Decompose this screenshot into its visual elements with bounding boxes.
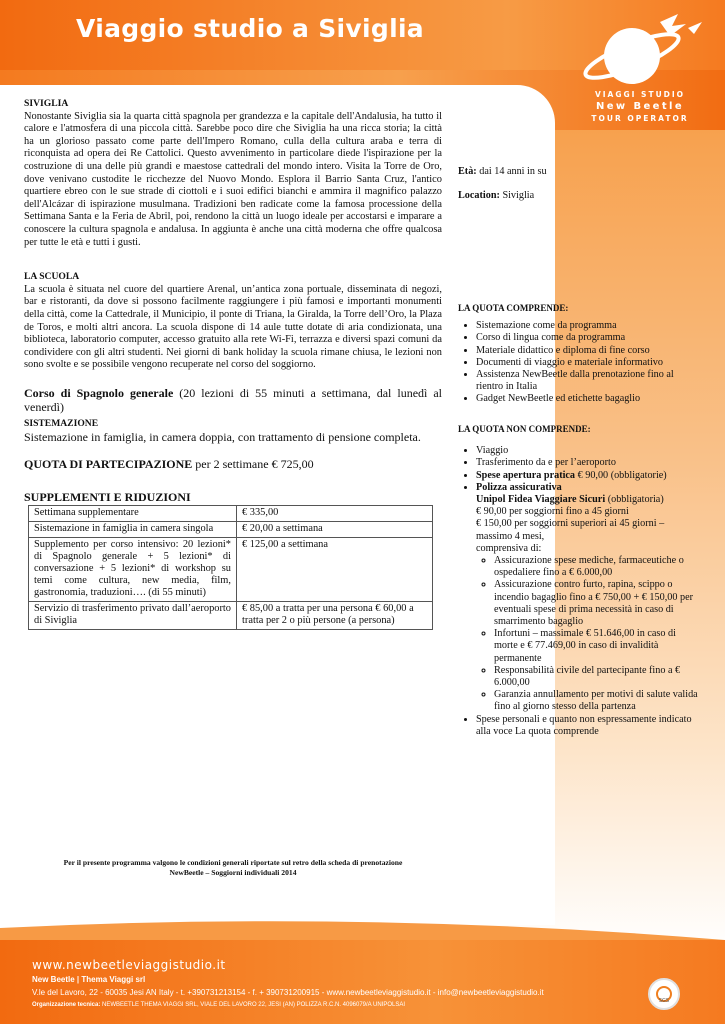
location-label: Location: [458, 190, 500, 201]
footer-organization [32, 1002, 405, 1008]
beetle-logo-icon [560, 8, 720, 88]
insurance-name: Unipol Fidea Viaggiare Sicuri [476, 494, 606, 506]
list-item: ◦ Responsabilità civile del partecipante fino a € 6.000,00 [494, 665, 698, 689]
opening-fee-label: Spese apertura pratica [476, 469, 576, 481]
list-item: • Sistemazione come da programma [476, 320, 698, 332]
main-content [24, 98, 442, 630]
conditions-line-1: Per il presente programma valgono le condizioni generali riportate sul retro della scheda di prenotazione [63, 858, 403, 867]
org-text: NEWBEETLE THEMA VIAGGI SRL, VIALE DEL LAVORO 22, JESI (AN) POLIZZA R.C.N. 4096079/A UNIPOLSAI [100, 1002, 406, 1008]
brand-block [565, 90, 715, 123]
list-item [476, 482, 698, 714]
footer-website[interactable]: www.newbeetleviaggistudio.it [32, 958, 226, 972]
list-item: • Corso di lingua come da programma [476, 332, 698, 344]
intro-title: SIVIGLIA [24, 98, 69, 109]
quota-label: QUOTA DI PARTECIPAZIONE [24, 457, 193, 472]
list-item: ◦ Infortuni – massimale € 51.646,00 in caso di morte e € 77.469,00 in caso di invalidità permanente [494, 628, 698, 665]
supplement-price: € 335,00 [237, 505, 433, 521]
footer-company: New Beetle | Thema Viaggi srl [32, 975, 146, 984]
list-item: • Spese personali e quanto non espressamente indicato alla voce La quota comprende [476, 714, 698, 738]
list-item: ◦ Assicurazione spese mediche, farmaceutiche o ospedaliere fino a € 6.000,00 [494, 555, 698, 579]
excludes-list [458, 445, 698, 738]
supplements-title: SUPPLEMENTI E RIDUZIONI [24, 490, 191, 505]
opening-fee-value: € 90,00 (obbligatorie) [575, 469, 667, 481]
includes-section [458, 302, 698, 406]
insurance-price-2: € 150,00 per soggiorni superiori ai 45 giorni – massimo 4 mesi, [476, 518, 665, 542]
supplement-price: € 125,00 a settimana [237, 537, 433, 601]
course-detail: (20 lezioni di 55 minuti a settimana, dal lunedì al venerdì) [24, 385, 442, 414]
insurance-includes: comprensiva di: [476, 542, 542, 554]
supplement-item: Sistemazione in famiglia in camera singola [29, 521, 237, 537]
list-item: • Trasferimento da e per l’aeroporto [476, 457, 698, 469]
accommodation-title: SISTEMAZIONE [24, 417, 99, 429]
conditions-line-2: NewBeetle – Soggiorni individuali 2014 [169, 868, 297, 877]
location-info [458, 190, 534, 202]
insurance-note: (obbligatoria) [605, 494, 664, 506]
age-label: Età: [458, 166, 477, 177]
org-label: Organizzazione tecnica: [32, 1002, 101, 1008]
supplement-price: € 85,00 a tratta per una persona € 60,00 a tratta per 2 o più persone (a persona) [237, 601, 433, 629]
list-item: ◦ Assicurazione contro furto, rapina, scippo o incendio bagaglio fino a € 750,00 + € 150,00 per eventuali spese di prima necessità in caso di smarrimento bagaglio [494, 579, 698, 628]
school-text: La scuola è situata nel cuore del quartiere Arenal, un’antica zona portuale, disseminata di negozi, bar e ristoranti, da dove si possono facilmente raggiungere i più famosi e importanti monumenti della città, come la Cattedrale, il Municipio, il ponte di Triana, la Giralda, la Torre dell’Oro, la Plaza de Toros, e molti altri ancora. La scuola dispone di 14 aule tutte dotate di aria condizionata, una biblioteca, laboratorio computer, accesso gratuito alla rete Wi-Fi, terrazza e diversi spazi comuni da condividere con gli altri studenti. Nei giorni di bank holiday la scuola rimane chiusa, le lezioni non sono svolte e se possibile vengono recuperate nel corso del soggiorno. [24, 283, 442, 371]
intro-text: Nonostante Siviglia sia la quarta città spagnola per grandezza e la capitale dell'Andalusia, ha tutto il calore e l'atmosfera di una piccola città. Sarebbe poco dire che Siviglia ha una ricca storia; la città ha un glorioso passato come parte dell'Impero Romano, culla della cultura araba e terra di riconquista ad opera dei Re Cattolici. Questo avvenimento in particolare diede l'ispirazione per la costruzione di una delle più grandi e maestose cattedrali del mondo intero. Visita la Torre de Oro, dove venivano custodite le ricchezze del Nuovo Mondo. Esplora il Barrio Santa Cruz, l'antico quartiere ebreo con le sue strade di ciottoli e i suoi edifici bianchi e ammira il magnifico palazzo dell'Alcázar di ispirazione musulmana. Tradizioni ben radicate come la famosa processione della Settimana Santa e la Feria de Abril, poi, rendono la città un luogo ideale per accostarsi e imparare a conoscere la cultura spagnola e andalusa. In aggiunta è anche una città moderna che offre qualcosa per tutte le età e tutti i gusti. [24, 110, 442, 248]
excludes-section [458, 423, 698, 738]
brand-line-3: TOUR OPERATOR [591, 114, 689, 123]
coverage-list [476, 555, 698, 714]
course-info [24, 386, 442, 414]
accommodation-text: Sistemazione in famiglia, in camera doppia, con trattamento di pensione completa. [24, 430, 421, 445]
quota-value: per 2 settimane € 725,00 [192, 457, 314, 472]
list-item: • Documenti di viaggio e materiale informativo [476, 357, 698, 369]
includes-list [458, 320, 698, 405]
school-title: LA SCUOLA [24, 271, 80, 283]
supplement-item: Settimana supplementare [29, 505, 237, 521]
list-item [476, 470, 698, 482]
list-item: ◦ Garanzia annullamento per motivi di salute valida fino al giorno stesso della partenza [494, 689, 698, 713]
includes-title: LA QUOTA COMPRENDE: [458, 303, 569, 313]
page-title: Viaggio studio a Siviglia [76, 14, 424, 43]
table-row [29, 505, 433, 521]
list-item: • Viaggio [476, 445, 698, 457]
conditions-note [24, 858, 442, 878]
supplement-price: € 20,00 a settimana [237, 521, 433, 537]
age-info [458, 166, 547, 178]
insurance-price-1: € 90,00 per soggiorni fino a 45 giorni [476, 506, 629, 518]
table-row [29, 601, 433, 629]
supplement-item: Supplemento per corso intensivo: 20 lezioni* di Spagnolo generale + 5 lezioni* di conversazione + 5 lezioni* di workshop su temi come cultura, new media, film, gastronomia, traduzioni…. (di 55 minuti) [29, 537, 237, 601]
brand-line-1: VIAGGI STUDIO [594, 90, 686, 99]
list-item: • Assistenza NewBeetle dalla prenotazione fino al rientro in Italia [476, 369, 698, 393]
list-item: • Gadget NewBeetle ed etichette bagaglio [476, 393, 698, 405]
age-value: dai 14 anni in su [476, 166, 547, 177]
table-row [29, 537, 433, 601]
brand-line-2: New Beetle [595, 101, 685, 112]
supplements-table [28, 505, 433, 630]
badge-text: SGS [658, 998, 670, 1004]
excludes-title: LA QUOTA NON COMPRENDE: [458, 424, 591, 434]
quota-info [24, 458, 442, 471]
insurance-title: Polizza assicurativa [476, 481, 562, 493]
location-value: Siviglia [499, 190, 535, 201]
list-item: • Materiale didattico e diploma di fine corso [476, 345, 698, 357]
course-name: Corso di Spagnolo generale [24, 385, 174, 400]
table-row [29, 521, 433, 537]
certification-badge-icon [648, 978, 680, 1010]
supplement-item: Servizio di trasferimento privato dall’aeroporto di Siviglia [29, 601, 237, 629]
footer-address: V.le del Lavoro, 22 - 60035 Jesi AN Italy - t. +390731213154 - f. + 390731200915 - www.newbeetleviaggistudio.it - info@newbeetleviaggistudio.it [32, 988, 544, 997]
